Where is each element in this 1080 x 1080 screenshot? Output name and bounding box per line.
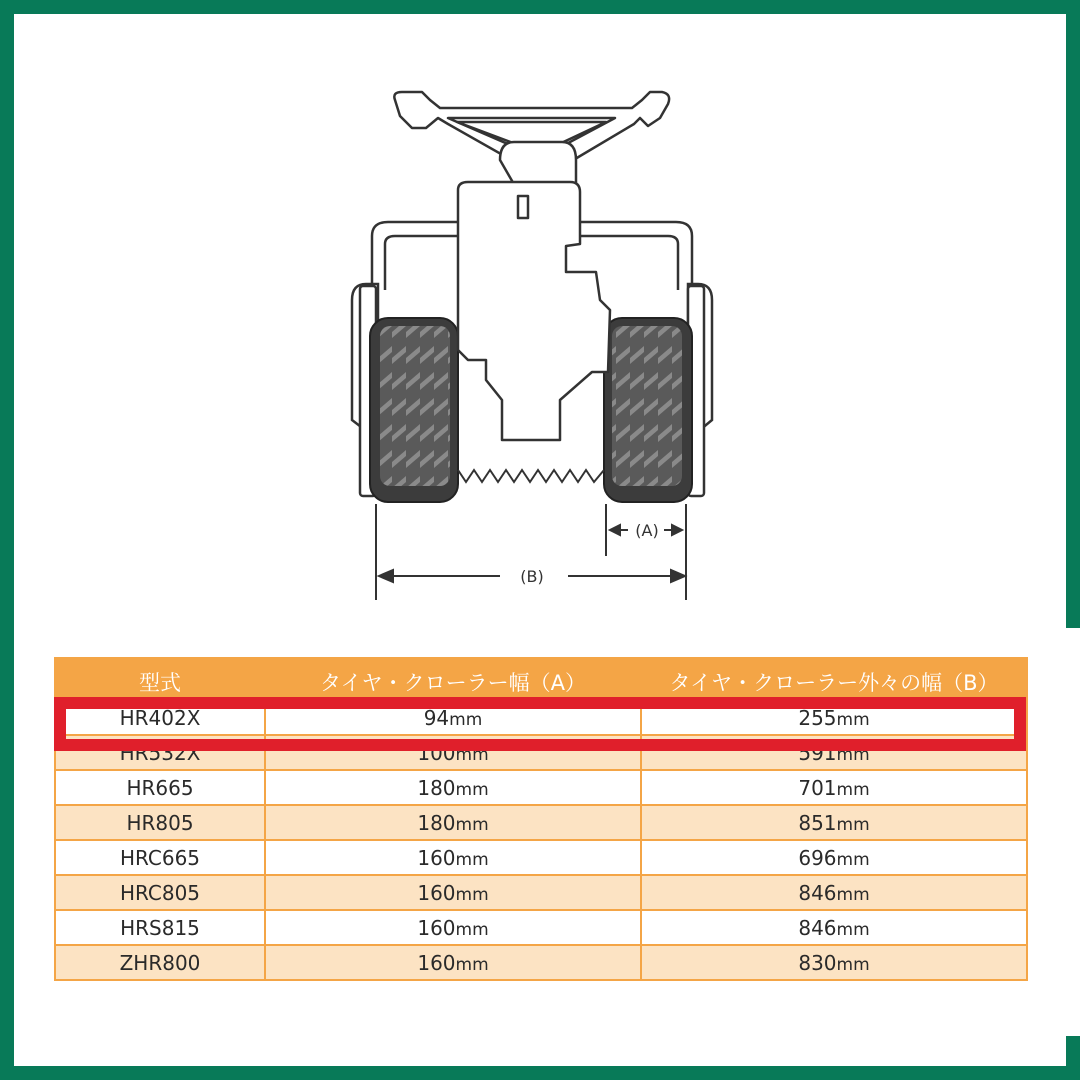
width-b-cell-value: 696 [798, 845, 837, 870]
width-a-cell-value: 180 [417, 810, 456, 835]
model-cell [55, 945, 265, 980]
table-row [55, 735, 1027, 770]
width-a-cell [265, 875, 641, 910]
unit-label: mm [836, 709, 870, 730]
model-cell [55, 840, 265, 875]
model-cell-value: HR402X [119, 705, 201, 730]
table-row [55, 875, 1027, 910]
model-cell [55, 875, 265, 910]
table-row [55, 945, 1027, 980]
left-tire [370, 318, 458, 502]
header-width-a: タイヤ・クローラー幅（A） [265, 658, 641, 700]
model-cell [55, 700, 265, 735]
unit-label: mm [836, 954, 870, 975]
width-a-cell-value: 160 [417, 845, 456, 870]
right-tire [604, 318, 692, 502]
table-row [55, 910, 1027, 945]
width-a-cell [265, 910, 641, 945]
width-a-cell [265, 735, 641, 770]
width-a-cell-value: 160 [417, 880, 456, 905]
width-a-cell-value: 180 [417, 775, 456, 800]
header-width-b: タイヤ・クローラー外々の幅（B） [641, 658, 1027, 700]
unit-label: mm [455, 849, 489, 870]
width-b-cell [641, 840, 1027, 875]
width-b-cell [641, 770, 1027, 805]
unit-label: mm [455, 779, 489, 800]
unit-label: mm [836, 919, 870, 940]
width-a-cell [265, 945, 641, 980]
model-cell-value: HRS815 [120, 915, 200, 940]
spec-table [54, 657, 1028, 981]
width-b-cell [641, 805, 1027, 840]
width-b-cell-value: 830 [798, 950, 837, 975]
model-cell [55, 910, 265, 945]
model-cell-value: ZHR800 [119, 950, 201, 975]
width-a-cell [265, 770, 641, 805]
width-b-cell [641, 945, 1027, 980]
model-cell-value: HRC665 [119, 845, 201, 870]
model-cell-value: HR665 [126, 775, 194, 800]
engine-body [458, 142, 610, 440]
unit-label: mm [455, 814, 489, 835]
width-b-cell-value: 851 [798, 810, 837, 835]
model-cell [55, 805, 265, 840]
header-model: 型式 [55, 658, 265, 700]
dimension-a [606, 504, 686, 600]
table-row [55, 805, 1027, 840]
unit-label: mm [836, 744, 870, 765]
rotor-blades [458, 470, 604, 482]
unit-label: mm [455, 954, 489, 975]
table-row [55, 770, 1027, 805]
width-b-cell [641, 875, 1027, 910]
model-cell [55, 770, 265, 805]
unit-label: mm [455, 884, 489, 905]
table-row [55, 840, 1027, 875]
width-b-cell [641, 910, 1027, 945]
width-a-cell-value: 94 [423, 705, 450, 730]
width-b-cell-value: 846 [798, 915, 837, 940]
width-a-cell [265, 805, 641, 840]
width-b-cell [641, 735, 1027, 770]
model-cell-value: HRC805 [119, 880, 201, 905]
width-b-cell-value: 255 [798, 705, 837, 730]
table-row [55, 700, 1027, 735]
width-a-cell-value: 100 [417, 740, 456, 765]
model-cell [55, 735, 265, 770]
unit-label: mm [836, 884, 870, 905]
width-b-cell-value: 591 [798, 740, 837, 765]
width-b-cell [641, 700, 1027, 735]
width-b-cell-value: 701 [798, 775, 837, 800]
model-cell-value: HR532X [119, 740, 201, 765]
table-header-row [55, 658, 1027, 700]
width-a-cell-value: 160 [417, 950, 456, 975]
unit-label: mm [455, 919, 489, 940]
frame-notch [1066, 628, 1080, 1036]
unit-label: mm [836, 779, 870, 800]
width-a-cell-value: 160 [417, 915, 456, 940]
dimension-b-label: (B) [520, 567, 544, 586]
unit-label: mm [836, 814, 870, 835]
width-a-cell [265, 840, 641, 875]
model-cell-value: HR805 [126, 810, 194, 835]
width-b-cell-value: 846 [798, 880, 837, 905]
unit-label: mm [455, 744, 489, 765]
dimension-a-label: (A) [635, 521, 659, 540]
unit-label: mm [836, 849, 870, 870]
unit-label: mm [449, 709, 483, 730]
width-a-cell [265, 700, 641, 735]
